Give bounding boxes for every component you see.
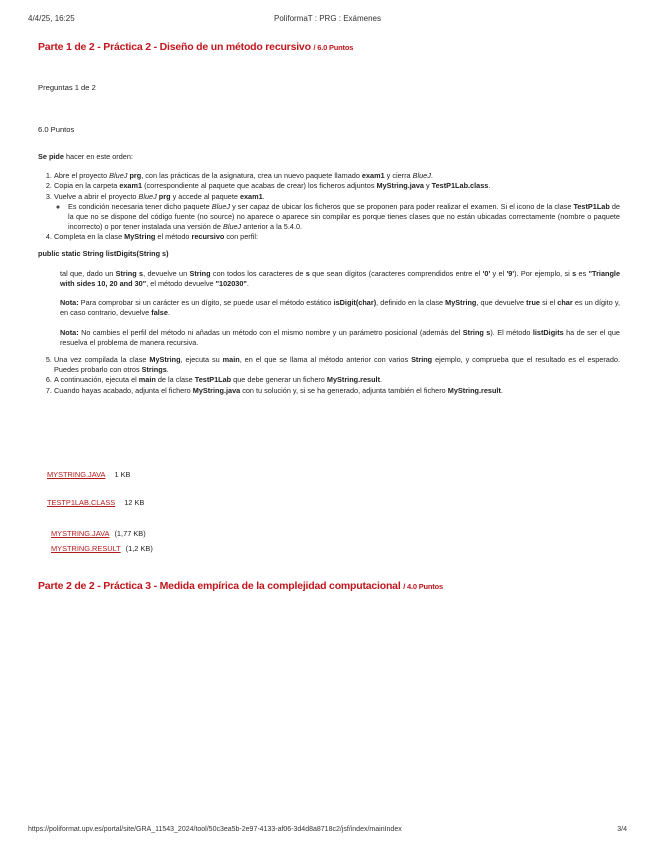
question-body xyxy=(38,152,620,396)
part2-heading xyxy=(38,580,443,592)
submitted-size: (1,77 KB) xyxy=(114,529,146,538)
step-6: 6. A continuación, ejecuta el main de la clase TestP1Lab que debe generar un fichero MyString.result. xyxy=(54,375,620,385)
attachment-link-mystring-java[interactable]: MYSTRING.JAVA xyxy=(47,470,106,479)
questions-counter: Preguntas 1 de 2 xyxy=(38,83,96,92)
submitted-file xyxy=(51,529,146,538)
part1-heading xyxy=(38,41,353,53)
step-3-condition: ◦ Es condición necesaria tener dicho paquete BlueJ y ser capaz de ubicar los ficheros que se proponen para poder realizar el examen. Si el icono de la clase TestP1Lab de la que no se dispone del código fuente (no source) no aparece o aparece sin compilar es porque tienes clases que no están ubicadas correctamente (nombre o paquete incorrecto) o por tener instalada una versión de BlueJ anterior a la 5.4.0. xyxy=(68,202,620,233)
step-2: 2. Copia en la carpeta exam1 (correspondiente al paquete que acabas de crear) los ficheros adjuntos MyString.java y TestP1Lab.class. xyxy=(54,181,620,191)
attachment-link-testp1lab-class[interactable]: TESTP1LAB.CLASS xyxy=(47,498,116,507)
note-isdigit: Nota: Para comprobar si un carácter es un dígito, se puede usar el método estático isDigit(char), definido en la clase MyString, que devuelve true si el char es un dígito y, en caso contrario, devuelve false. xyxy=(60,298,620,318)
step-1: 1. Abre el proyecto BlueJ prg, con las prácticas de la asignatura, crea un nuevo paquete llamado exam1 y cierra BlueJ. xyxy=(54,171,620,181)
attachment-item xyxy=(47,498,144,507)
part2-title: Parte 2 de 2 - Práctica 3 - Medida empírica de la complejidad computacional xyxy=(38,580,401,592)
step-3-sublist xyxy=(54,202,620,233)
submitted-link-mystring-java[interactable]: MYSTRING.JAVA xyxy=(51,529,110,538)
step-5: 5. Una vez compilada la clase MyString, ejecuta su main, en el que se llama al método anterior con varios String ejemplo, y comprueba que el resultado es el esperado. Puedes probarlo con otros Strings. xyxy=(54,355,620,375)
note-profile: Nota: No cambies el perfil del método ni añadas un método con el mismo nombre y un parámetro posicional (además del String s). El método listDigits ha de ser el que resuelva el problema de manera recursiva. xyxy=(60,327,620,347)
method-spec: tal que, dado un String s, devuelve un String con todos los caracteres de s que sean dígitos (caracteres comprendidos entre el '0' y el '9'). Por ejemplo, si s es "Triangle with sides 10, 20 and 30", el método devuelve "102030". xyxy=(60,268,621,289)
submitted-link-mystring-result[interactable]: MYSTRING.RESULT xyxy=(51,544,121,553)
steps-list-continued xyxy=(38,355,620,396)
method-description xyxy=(60,269,620,348)
method-signature: public static String listDigits(String s) xyxy=(38,248,169,258)
print-page-number: 3/4 xyxy=(617,826,627,833)
print-page-title: PoliformaT : PRG : Exámenes xyxy=(274,14,381,23)
submitted-size: (1,2 KB) xyxy=(125,544,153,553)
attachment-size: 12 KB xyxy=(124,498,145,507)
submitted-file xyxy=(51,544,153,553)
attachment-size: 1 KB xyxy=(114,470,131,479)
print-url: https://poliformat.upv.es/portal/site/GRA_11543_2024/tool/50c3ea5b-2e97-4133-af06-3d4d8a8718c2/jsf/index/mainIndex xyxy=(28,826,402,833)
question-points: 6.0 Puntos xyxy=(38,125,75,134)
intro: Se pide hacer en este orden: xyxy=(38,152,133,161)
step-3: 3. Vuelve a abrir el proyecto BlueJ prg y accede al paquete exam1. ◦ Es condición necesaria tener dicho paquete BlueJ y ser capaz de ubicar los ficheros que se proponen para poder realizar el examen. Si el icono de la clase TestP1Lab de la que no se dispone del código fuente (no source) no aparece o aparece sin compilar es porque tienes clases que no están ubicadas correctamente (nombre o paquete incorrecto) o por tener instalada una versión de BlueJ anterior a la 5.4.0. xyxy=(54,192,620,233)
print-datetime: 4/4/25, 16:25 xyxy=(28,14,75,23)
attachment-item xyxy=(47,470,130,479)
part1-points: / 6.0 Puntos xyxy=(313,43,354,52)
step-7: 7. Cuando hayas acabado, adjunta el fichero MyString.java con tu solución y, si se ha generado, adjunta también el fichero MyString.result. xyxy=(54,386,620,396)
part2-points: / 4.0 Puntos xyxy=(403,582,443,591)
part1-title: Parte 1 de 2 - Práctica 2 - Diseño de un método recursivo xyxy=(38,41,311,53)
step-4: 4. Completa en la clase MyString el método recursivo con perfil: xyxy=(54,232,620,242)
steps-list xyxy=(38,171,620,242)
